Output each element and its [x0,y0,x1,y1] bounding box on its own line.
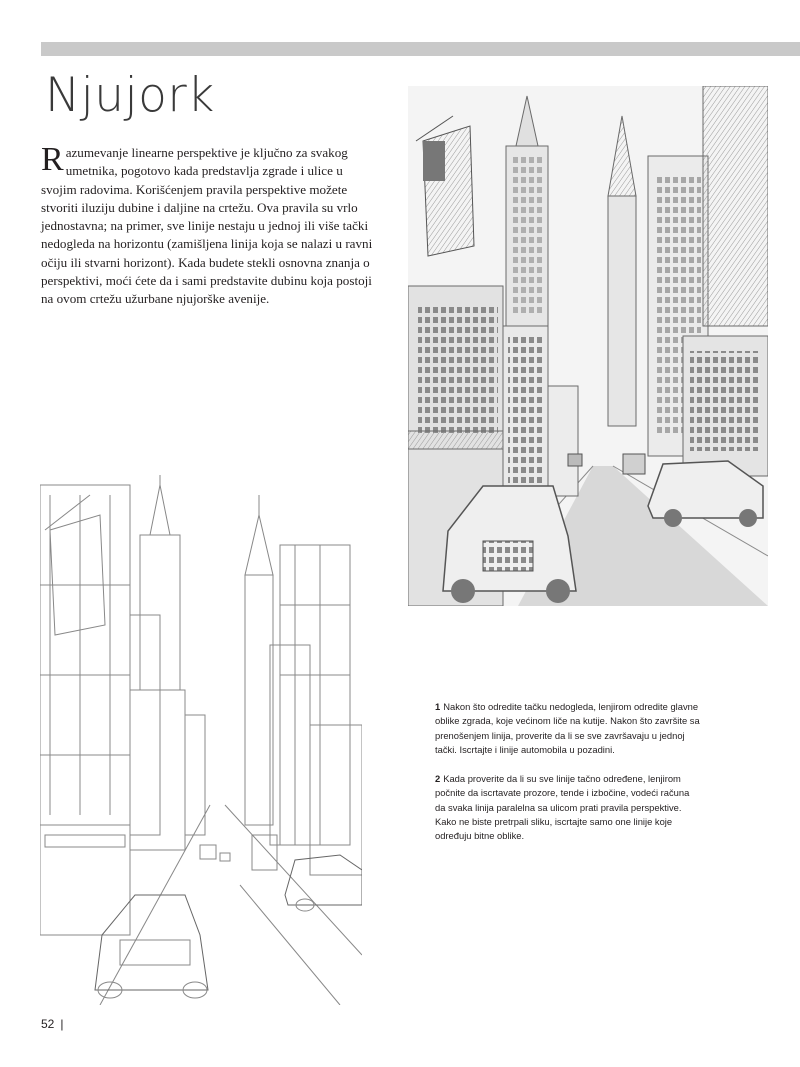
intro-text: azumevanje linearne perspektive je ključno za svakog umetnika, pogotovo kada predstavlja zgrade i ulice u svojim radovima. Korišćenjem pravila perspektive možete stvoriti iluziju dubine i daljine na crtežu. Ova pravila su vrlo jednostavna; na primer, sve linije nestaju u jednoj ili više tački nedogleda na horizontu (zamišljena linija koja se nalazi u ravni očiju ili stvarni horizont). Kada budete stekli osnovna znanja o perspektivi, moći ćete da i sami predstavite dubinu koja postoji na ovom crtežu užurbane njujorške avenije. [41,145,373,307]
step-1-caption [435,700,700,757]
header-rule [41,42,800,56]
page-title: Njujork [45,68,215,123]
line-art-street-drawing [40,475,362,1005]
drop-cap: R [41,141,64,178]
page-number: 52 [41,1017,55,1031]
step-1-number: 1 [435,701,441,712]
step-2-text: Kada proverite da li su sve linije tačno određene, lenjirom počnite da iscrtavate prozore, tende i izbočine, vodeći računa da svaka linija paralelna sa ulicom prati pravila perspektive. Kako ne biste pretrpali sliku, iscrtajte samo one linije koje određuju bitne oblike. [435,773,690,842]
step-2-number: 2 [435,773,441,784]
page-number-folio [41,1017,63,1031]
step-1-text: Nakon što odredite tačku nedogleda, lenjirom odredite glavne oblike zgrada, koje većinom liče na kutije. Nakon što završite sa prenošenjem linija, proverite da li se sve završavaju u jednoj tački. Iscrtajte i linije automobila u pozadini. [435,701,700,755]
step-2-caption [435,772,700,843]
folio-separator: | [60,1017,64,1031]
intro-paragraph [41,141,381,309]
pencil-street-drawing [408,86,768,606]
